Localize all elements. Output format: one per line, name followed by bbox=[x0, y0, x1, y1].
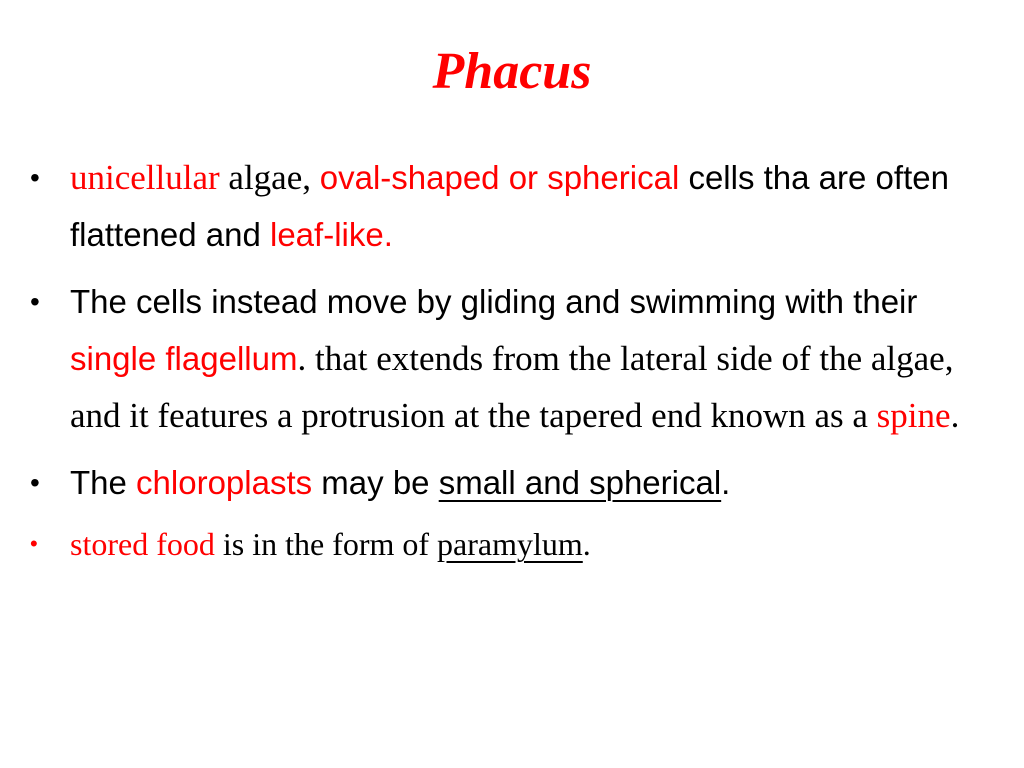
text-single-flagellum: single flagellum bbox=[70, 340, 298, 377]
bullet-item-4 bbox=[30, 522, 990, 566]
text-period: . bbox=[721, 464, 731, 501]
bullet-icon: • bbox=[30, 286, 40, 317]
text-paramylum: paramylum bbox=[437, 526, 583, 562]
text-period: . bbox=[582, 526, 591, 562]
text-algae: algae, bbox=[219, 158, 320, 197]
text-stored-food: stored food bbox=[70, 526, 215, 562]
bullet-icon: • bbox=[30, 162, 40, 193]
bullet-item-1 bbox=[30, 150, 990, 264]
text-chloroplasts: chloroplasts bbox=[136, 464, 313, 501]
text-spine: spine bbox=[876, 396, 951, 435]
text-cells-move: The cells instead move by gliding and swimming with their bbox=[70, 283, 918, 320]
text-unicellular: unicellular bbox=[70, 158, 220, 197]
text-the: The bbox=[70, 464, 137, 501]
bullet-icon: • bbox=[30, 467, 40, 498]
text-cells-flattened: cells tha are often flattened and bbox=[70, 159, 949, 253]
slide-title: Phacus bbox=[432, 43, 592, 100]
text-extends-protrusion: . that extends from the lateral side of the algae, and it features a protrusion at the tapered end known as a bbox=[70, 339, 954, 435]
bullet-list bbox=[30, 150, 990, 576]
text-leaf-like: leaf-like. bbox=[270, 216, 393, 253]
text-form-of: is in the form of bbox=[214, 526, 438, 562]
text-small-and-spherical: small and spherical bbox=[438, 464, 722, 501]
text-period: . bbox=[950, 396, 960, 435]
text-may-be: may be bbox=[312, 464, 439, 501]
bullet-icon: • bbox=[30, 531, 38, 556]
bullet-item-3 bbox=[30, 455, 990, 512]
bullet-item-2 bbox=[30, 274, 990, 445]
text-oval-shaped: oval-shaped or spherical bbox=[319, 159, 680, 196]
